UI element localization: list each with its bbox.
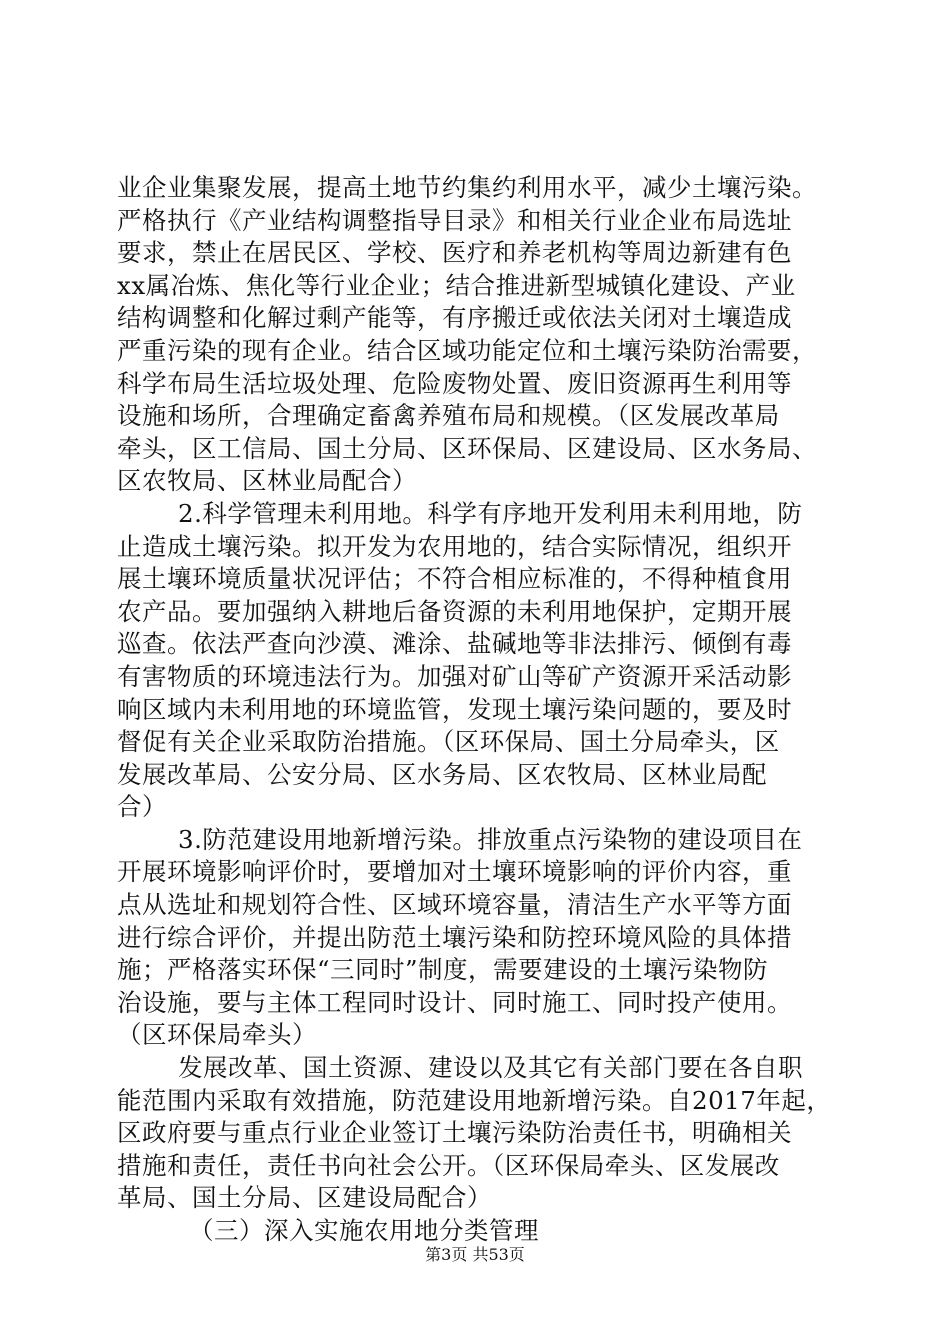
text-line: xx属冶炼、焦化等行业企业；结合推进新型城镇化建设、产业 xyxy=(117,270,796,300)
text-line: 业企业集聚发展，提高土地节约集约利用水平，减少土壤污染。 xyxy=(117,173,817,202)
text-line: （区环保局牵头） xyxy=(117,1020,317,1050)
document-body xyxy=(117,172,847,1248)
text-line: 开展环境影响评价时，要增加对土壤环境影响的评价内容，重 xyxy=(117,857,792,887)
paragraph-start-line: 2.科学管理未利用地。科学有序地开发利用未利用地，防 xyxy=(178,498,803,528)
text-line: 督促有关企业采取防治措施。（区环保局、国土分局牵头，区 xyxy=(117,727,780,757)
text-line: 合） xyxy=(117,792,167,822)
text-line: 区政府要与重点行业企业签订土壤污染防治责任书，明确相关 xyxy=(117,1118,792,1148)
text-line: 区农牧局、区林业局配合） xyxy=(117,466,417,496)
page-number-footer: 第3页 共53页 xyxy=(425,1245,525,1264)
text-line: 巡查。依法严查向沙漠、滩涂、盐碱地等非法排污、倾倒有毒 xyxy=(117,629,792,659)
text-line: 施；严格落实环保“三同时”制度，需要建设的土壤污染物防 xyxy=(117,955,769,985)
paragraph-start-line: 发展改革、国土资源、建设以及其它有关部门要在各自职 xyxy=(178,1053,803,1083)
text-line: 要求，禁止在居民区、学校、医疗和养老机构等周边新建有色 xyxy=(117,238,792,268)
text-line: 能范围内采取有效措施，防范建设用地新增污染。自2017年起， xyxy=(117,1085,832,1115)
text-line: 止造成土壤污染。拟开发为农用地的，结合实际情况，组织开 xyxy=(117,531,792,561)
text-line: 农产品。要加强纳入耕地后备资源的未利用地保护，定期开展 xyxy=(117,596,792,626)
text-line: 响区域内未利用地的环境监管，发现土壤污染问题的，要及时 xyxy=(117,694,792,724)
text-line: 发展改革局、公安分局、区水务局、区农牧局、区林业局配 xyxy=(117,759,767,789)
paragraph-start-line: 3.防范建设用地新增污染。排放重点污染物的建设项目在 xyxy=(178,824,803,854)
text-line: 革局、国土分局、区建设局配合） xyxy=(117,1183,492,1213)
text-line: 结构调整和化解过剩产能等，有序搬迁或依法关闭对土壤造成 xyxy=(117,303,792,333)
text-line: 有害物质的环境违法行为。加强对矿山等矿产资源开采活动影 xyxy=(117,661,792,691)
text-line: 进行综合评价，并提出防范土壤污染和防控环境风险的具体措 xyxy=(117,922,792,952)
text-line: 科学布局生活垃圾处理、危险废物处置、废旧资源再生利用等 xyxy=(117,368,792,398)
text-line: 设施和场所，合理确定畜禽养殖布局和规模。（区发展改革局 xyxy=(117,401,780,431)
text-line: 点从选址和规划符合性、区域环境容量，清洁生产水平等方面 xyxy=(117,890,792,920)
text-line: 严格执行《产业结构调整指导目录》和相关行业企业布局选址 xyxy=(117,205,792,235)
text-line: 展土壤环境质量状况评估；不符合相应标准的，不得种植食用 xyxy=(117,564,792,594)
text-line: 严重污染的现有企业。结合区域功能定位和土壤污染防治需要， xyxy=(117,335,817,365)
text-line: 牵头，区工信局、国土分局、区环保局、区建设局、区水务局、 xyxy=(117,433,817,463)
text-line: 措施和责任，责任书向社会公开。（区环保局牵头、区发展改 xyxy=(117,1150,780,1180)
section-heading: （三）深入实施农用地分类管理 xyxy=(189,1216,539,1245)
text-line: 治设施，要与主体工程同时设计、同时施工、同时投产使用。 xyxy=(117,987,792,1017)
